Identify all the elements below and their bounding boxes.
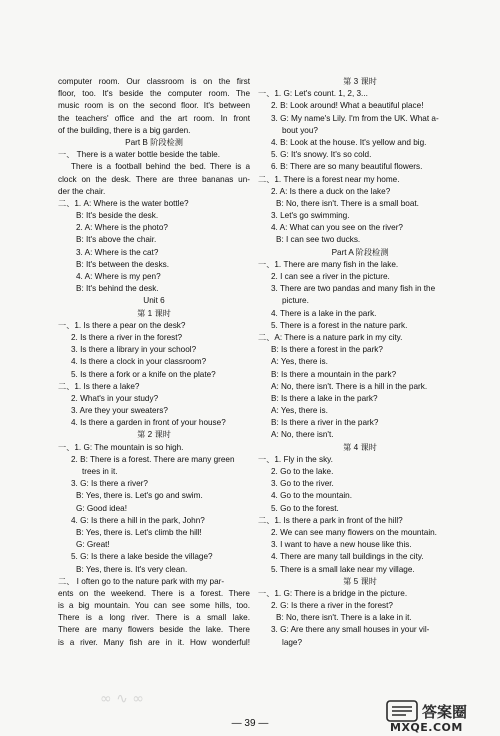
left-column-line: 一、1. G: The mountain is so high. xyxy=(58,442,184,452)
left-column-line: B: Yes, there is. Let's go and swim. xyxy=(76,491,203,501)
right-column-line: 5. There is a forest in the nature park. xyxy=(271,320,408,330)
right-column-line: picture. xyxy=(282,296,309,306)
left-column-line: There are many flowers beside the lake. There xyxy=(58,625,250,635)
page-number: — 39 — xyxy=(231,718,269,729)
left-column-line: 一、1. Is there a pear on the desk? xyxy=(58,320,186,330)
left-column-line: 2. B: There is a forest. There are many green xyxy=(71,454,235,464)
left-column-line: 二、 I often go to the nature park with my par- xyxy=(58,576,225,586)
left-column xyxy=(58,76,250,649)
left-column-line: B: Yes, there is. Let's climb the hill! xyxy=(76,527,202,537)
left-column-line: 第 2 课时 xyxy=(137,430,171,440)
right-column-line: 4. There is a lake in the park. xyxy=(271,308,377,318)
left-column-line: the teachers' office and the art room. In front xyxy=(58,113,250,123)
faint-stamp-mark xyxy=(98,686,156,708)
right-column-line: 第 4 课时 xyxy=(343,442,377,452)
right-column-line: 第 3 课时 xyxy=(343,77,377,86)
left-column-line: 3. G: Is there a river? xyxy=(71,479,148,489)
right-column-line: 2. B: Look around! What a beautiful place! xyxy=(271,101,424,111)
left-column-line: There is a football behind the bed. There is a xyxy=(71,162,250,172)
left-column-line: 4. Is there a garden in front of your house? xyxy=(71,418,226,428)
right-column-line: 3. There are two pandas and many fish in the xyxy=(271,284,436,294)
left-column-line: 2. A: Where is the photo? xyxy=(76,223,168,233)
left-column-line: is a river. Many fish are in it. How wonderful! xyxy=(58,637,250,647)
right-column-line: 4. Go to the mountain. xyxy=(271,491,353,501)
right-column-line: 二、A: There is a nature park in my city. xyxy=(258,332,403,342)
right-column-line: B: Is there a mountain in the park? xyxy=(271,369,397,379)
left-column-line: 一、 There is a water bottle beside the table. xyxy=(58,150,221,160)
right-column-line: 一、1. There are many fish in the lake. xyxy=(258,259,399,269)
left-column-line: 二、1. Is there a lake? xyxy=(58,381,140,391)
right-column-line: 4. B: Look at the house. It's yellow and big. xyxy=(271,137,427,147)
right-column-line: 5. Go to the forest. xyxy=(271,503,339,513)
right-column-line: 5. There is a small lake near my village. xyxy=(271,564,415,574)
left-column-line: Unit 6 xyxy=(143,296,165,306)
right-column xyxy=(258,76,462,649)
right-column-line: 4. A: What can you see on the river? xyxy=(271,223,403,233)
left-column-line: floor, too. It's beside the computer room. The xyxy=(58,89,250,99)
left-column-line: 4. A: Where is my pen? xyxy=(76,272,161,281)
left-column-line: clock on the desk. There are three bananas un- xyxy=(58,174,250,184)
left-column-line: 4. G: Is there a hill in the park, John? xyxy=(71,515,205,525)
right-column-line: B: Is there a river in the park? xyxy=(271,418,379,428)
right-column-line: 3. Go to the river. xyxy=(271,479,334,489)
left-column-line: 4. Is there a clock in your classroom? xyxy=(71,357,207,367)
left-column-line: ents on the weekend. There is a forest. There xyxy=(58,588,250,598)
left-column-line: 5. Is there a fork or a knife on the plate? xyxy=(71,369,216,379)
right-column-line: 二、1. Is there a park in front of the hill? xyxy=(258,515,403,525)
left-column-line: B: It's above the chair. xyxy=(76,235,157,245)
left-column-line: B: It's between the desks. xyxy=(76,259,170,269)
left-column-line: There is a long river. There is a small lake. xyxy=(58,613,250,623)
left-column-line: Part B 阶段检测 xyxy=(125,137,183,147)
left-column-line: B: It's beside the desk. xyxy=(76,211,159,221)
left-column-line: 二、1. A: Where is the water bottle? xyxy=(58,198,189,208)
left-column-line: 5. G: Is there a lake beside the village? xyxy=(71,552,213,562)
left-column-line: is a big mountain. You can see some hills, too. xyxy=(58,601,250,611)
left-column-line: G: Good idea! xyxy=(76,503,127,513)
right-column-line: 2. I can see a river in the picture. xyxy=(271,272,390,281)
right-column-line: A: Yes, there is. xyxy=(271,406,328,416)
svg-text:答案圈: 答案圈 xyxy=(422,703,468,721)
left-column-line: trees in it. xyxy=(82,467,118,476)
right-column-line: 2. Go to the lake. xyxy=(271,467,334,476)
left-column-line: 3. Are they your sweaters? xyxy=(71,406,168,416)
right-column-line: 5. G: It's snowy. It's so cold. xyxy=(271,150,372,160)
right-column-line: 一、1. Fly in the sky. xyxy=(258,454,333,464)
right-column-line: lage? xyxy=(282,637,303,647)
left-column-line: computer room. Our classroom is on the first xyxy=(58,77,250,86)
left-column-line: G: Great! xyxy=(76,540,110,550)
left-column-line: B: Yes, there is. It's very clean. xyxy=(76,564,188,574)
right-column-line: Part A 阶段检测 xyxy=(331,247,389,257)
right-column-line: 2. A: Is there a duck on the lake? xyxy=(271,186,391,196)
right-column-line: B: Is there a lake in the park? xyxy=(271,393,378,403)
right-column-line: A: Yes, there is. xyxy=(271,357,328,367)
right-column-line: A: No, there isn't. xyxy=(271,430,334,440)
left-column-line: 2. Is there a river in the forest? xyxy=(71,332,183,342)
left-column-line: music room is on the second floor. It's between xyxy=(58,101,250,111)
left-column-line: B: It's behind the desk. xyxy=(76,284,159,294)
left-column-line: 3. Is there a library in your school? xyxy=(71,345,197,355)
right-column-line: 3. Let's go swimming. xyxy=(271,211,350,221)
right-column-line: 2. G: Is there a river in the forest? xyxy=(271,601,393,611)
left-column-line: der the chair. xyxy=(58,186,106,196)
right-column-line: 4. There are many tall buildings in the city. xyxy=(271,552,424,562)
right-column-line: 第 5 课时 xyxy=(343,576,377,586)
right-column-line: 3. G: Are there any small houses in your vil- xyxy=(271,625,430,635)
right-column-line: B: Is there a forest in the park? xyxy=(271,345,383,355)
svg-text:MXQE.COM: MXQE.COM xyxy=(390,721,463,734)
right-column-line: 3. G: My name's Lily. I'm from the UK. What a- xyxy=(271,113,439,123)
right-column-line: 2. We can see many flowers on the mountain. xyxy=(271,527,437,537)
right-column-line: B: I can see two ducks. xyxy=(276,235,361,245)
left-column-line: of the building, there is a big garden. xyxy=(58,125,191,135)
right-column-line: B: No, there isn't. There is a lake in it. xyxy=(276,613,412,623)
right-column-line: 一、1. G: There is a bridge in the picture. xyxy=(258,588,408,598)
right-column-line: 3. I want to have a new house like this. xyxy=(271,540,412,550)
right-column-line: B: No, there isn't. There is a small boat. xyxy=(276,198,419,208)
svg-text:∞ ∿ ∞: ∞ ∿ ∞ xyxy=(100,691,144,707)
left-column-line: 3. A: Where is the cat? xyxy=(76,247,159,257)
right-column-line: 一、1. G: Let's count. 1, 2, 3... xyxy=(258,89,368,99)
right-column-line: A: No, there isn't. There is a hill in the park. xyxy=(271,381,428,391)
right-column-line: 二、1. There is a forest near my home. xyxy=(258,174,400,184)
right-column-line: bout you? xyxy=(282,125,318,135)
mxqe-watermark-logo xyxy=(386,700,494,734)
left-column-line: 2. What's in your study? xyxy=(71,393,159,403)
left-column-line: 第 1 课时 xyxy=(137,308,171,318)
right-column-line: 6. B: There are so many beautiful flowers. xyxy=(271,162,423,172)
